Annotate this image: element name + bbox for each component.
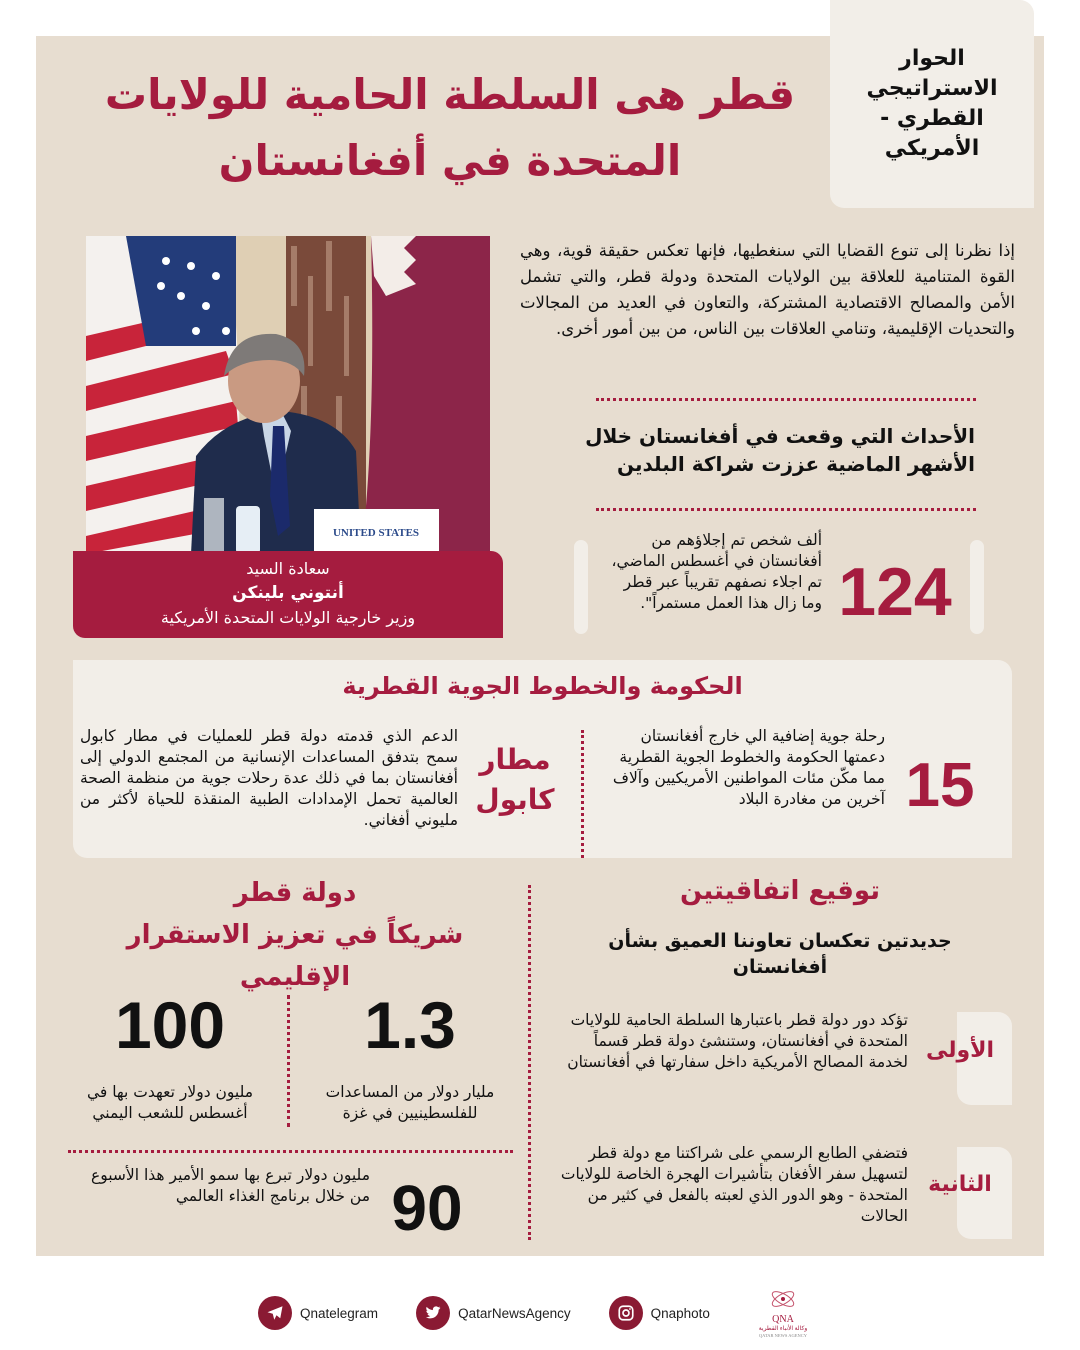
headline — [80, 62, 820, 194]
agreement-2-text: فتضفي الطابع الرسمي على شراكتنا مع دولة قطر لتسهيل سفر الأفغان بتأشيرات الهجرة الخاصة للولايات المتحدة - وهو الدور الذي لعبته بالفعل في كثير من الحالات — [560, 1144, 908, 1225]
telegram-handle: Qnatelegram — [300, 1305, 379, 1321]
agreements-title: توقيع اتفاقيتين — [680, 876, 880, 906]
agreement-1-text: تؤكد دور دولة قطر باعتبارها السلطة الحامية للولايات المتحدة في أفغانستان، وستنشئ دولة قطر قسماً لخدمة المصالح الأمريكية داخل سفارتها في أفغانستان — [567, 1011, 908, 1071]
telegram-icon — [258, 1296, 292, 1330]
caption-name: أنتوني بلينكن — [232, 583, 344, 603]
yemen-aid-text: مليون دولار تعهدت بها في أغسطس للشعب اليمني — [86, 1083, 254, 1122]
divider — [68, 1150, 513, 1153]
regional-title-line1: دولة قطر — [233, 878, 357, 908]
divider — [581, 730, 584, 858]
flights-stat-text: رحلة جوية إضافية الي خارج أفغانستان دعمتها الحكومة والخطوط الجوية القطرية مما مكّن مئات المواطنين الأمريكيين وآلاف آخرين من مغادرة البلاد — [612, 727, 885, 808]
accent-bar — [970, 540, 984, 634]
qna-logo-arabic: وكالة الأنباء القطرية — [758, 1325, 808, 1332]
twitter-icon — [416, 1296, 450, 1330]
telegram-link[interactable] — [258, 1296, 378, 1330]
headline-line1: قطر هى السلطة الحامية للولايات — [104, 70, 796, 119]
caption-title: سعادة السيد — [246, 559, 330, 578]
photo-blinken — [86, 236, 490, 554]
agreement-2-label: الثانية — [928, 1172, 992, 1197]
photo-illustration — [86, 236, 490, 554]
photo-caption — [73, 551, 503, 638]
series-tab — [830, 0, 1034, 208]
agreement-1-label: الأولى — [925, 1038, 995, 1063]
divider — [596, 508, 976, 511]
instagram-link[interactable] — [609, 1296, 710, 1330]
series-title-line1: الحوار الاستراتيجي — [866, 46, 998, 101]
kabul-airport-text: الدعم الذي قدمته دولة قطر للعمليات في مطار كابول سمح بتدفق المساعدات الإنسانية من المجتمع الدولي إلى أفغانستان بما في ذلك عدة رحلات جوية من منظمة الصحة العالمية تحمل الإمدادات الطبية المنقذة للحياة لأكثر من مليوني أفغاني. — [80, 727, 458, 829]
main-panel — [36, 36, 1044, 1256]
regional-title — [70, 872, 520, 998]
divider — [528, 885, 531, 1240]
svg-text:UNITED STATES: UNITED STATES — [332, 527, 420, 539]
intro-paragraph: إذا نظرنا إلى تنوع القضايا التي سنغطيها، فإنها تعكس حقيقة قوية، وهي القوة المتنامية للعلاقة بين الولايات المتحدة ودولة قطر، والتي تشمل الأمن والمصالح الاقتصادية المشتركة، والتعاون في العديد من المجالات والتحديات الإقليمية، وتنامي العلاقات بين الناس، من بين أمور أخرى. — [520, 241, 1015, 338]
gaza-aid-text: مليار دولار من المساعدات للفلسطينيين في غزة — [325, 1083, 495, 1122]
instagram-icon — [609, 1296, 643, 1330]
kabul-airport-label — [470, 740, 560, 820]
agreements-subtitle: جديدتين تعكسان تعاوننا العميق بشأن أفغانستان — [608, 930, 952, 978]
government-title: الحكومة والخطوط الجوية القطرية — [342, 672, 743, 700]
qna-logo-text: QNA — [772, 1313, 794, 1325]
twitter-link[interactable] — [416, 1296, 571, 1330]
accent-bar — [574, 540, 588, 634]
evacuated-stat-value: 124 — [838, 554, 952, 630]
gaza-aid-value: 1.3 — [364, 988, 456, 1062]
evacuated-stat-text: ألف شخص تم إجلاؤهم من أفغانستان في أغسطس الماضي، تم اجلاء نصفهم تقريباً عبر قطر وما زال هذا العمل مستمراً". — [611, 531, 822, 612]
flights-stat-value: 15 — [905, 751, 975, 820]
headline-line2: المتحدة في أفغانستان — [218, 136, 682, 185]
events-heading: الأحداث التي وقعت في أفغانستان خلال الأشهر الماضية عززت شراكة البلدين — [585, 424, 975, 476]
caption-role: وزير خارجية الولايات المتحدة الأمريكية — [160, 608, 416, 627]
twitter-handle: QatarNewsAgency — [458, 1305, 571, 1321]
kabul-airport-label-line1: مطار — [479, 743, 551, 776]
regional-title-line2: شريكاً في تعزيز الاستقرار الإقليمي — [126, 920, 464, 992]
kabul-airport-label-line2: كابول — [475, 783, 555, 816]
qna-atom-icon — [768, 1288, 798, 1310]
footer-social — [258, 1293, 818, 1338]
divider — [596, 398, 976, 401]
qna-logo-english: QATAR NEWS AGENCY — [758, 1332, 808, 1338]
divider — [287, 995, 290, 1127]
wfp-donation-value: 90 — [391, 1172, 463, 1244]
instagram-handle: Qnaphoto — [650, 1305, 710, 1321]
qna-logo — [748, 1288, 818, 1339]
wfp-donation-text: مليون دولار تبرع بها سمو الأمير هذا الأسبوع من خلال برنامج الغذاء العالمي — [91, 1166, 370, 1205]
yemen-aid-value: 100 — [114, 988, 226, 1062]
series-title-line2: القطري - الأمريكي — [880, 106, 984, 161]
